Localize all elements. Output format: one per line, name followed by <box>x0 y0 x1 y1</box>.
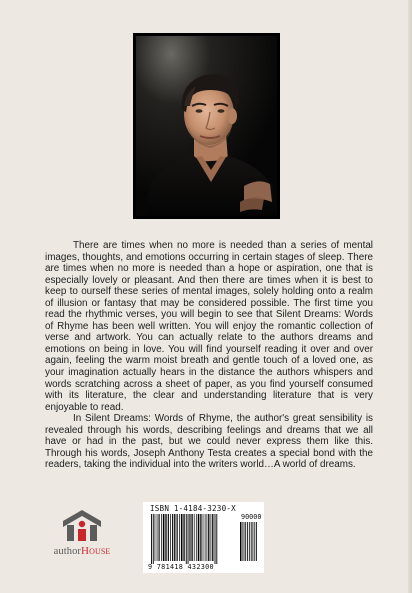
barcode-bar <box>205 514 206 561</box>
ean-digits: 9 781418 432300 <box>148 563 214 571</box>
barcode-bar <box>151 514 152 564</box>
barcode-bar <box>168 514 169 561</box>
barcode-bar <box>174 514 175 561</box>
barcode-bar <box>215 514 216 564</box>
barcode-bar <box>172 514 173 561</box>
barcode-bar <box>157 514 158 561</box>
barcode-bar <box>244 522 245 561</box>
barcode-bar <box>153 514 154 564</box>
barcode-bar <box>183 514 184 561</box>
barcode-bar <box>240 522 241 561</box>
barcode-bar <box>198 514 200 561</box>
barcode-bar <box>188 514 189 564</box>
barcode-bar <box>247 522 248 561</box>
author-portrait-illustration <box>136 36 277 216</box>
author-photo <box>136 36 277 216</box>
barcode-bar <box>242 522 243 561</box>
barcode-bar <box>165 514 166 561</box>
barcode-bar <box>163 514 165 561</box>
barcode-bar <box>208 514 209 561</box>
publisher-logo <box>46 501 118 561</box>
barcode-bar <box>189 514 190 561</box>
barcode-bar <box>203 514 204 561</box>
barcode-bar <box>181 514 183 561</box>
barcode-bar <box>161 514 162 561</box>
barcode-bar <box>211 514 212 561</box>
barcode-bar <box>212 514 213 561</box>
barcode-bar <box>170 514 171 561</box>
book-person-icon <box>61 507 103 548</box>
barcode-bar <box>200 514 201 561</box>
barcode-bar <box>256 522 257 561</box>
barcode-bar <box>253 522 254 561</box>
blurb-paragraph-1: There are times when no more is needed than a series of mental images, thoughts, and emotions occurring in certain stages of sleep. There are times when no more is needed than a hope or aspiration, one that is especially lovely or pleasant. And then there are times when it is best to keep to ourself these series of mental images, solely holding onto a realm of illusion or fantasy that may be considered possible. The first time you read the rhythmic verses, you will begin to see that Silent Dreams: Words of Rhyme has been well written. You will enjoy the romantic collection of verse and artwork. You can actually relate to the authors dreams and emotions on being in love. You will find yourself reading it over and over again, feeling the warm moist breath and gentle touch of a loved one, as your imagination actually hears in the distance the authors whispers and words scratching across a sheet of paper, as you find yourself consumed with its literature, the clear and understanding literature that is very enjoyable to read. <box>45 240 373 413</box>
back-cover-blurb <box>45 240 373 471</box>
barcode-bar <box>245 522 246 561</box>
barcode-bar <box>196 514 197 561</box>
blurb-paragraph-2: In Silent Dreams: Words of Rhyme, the author's great sensibility is revealed through his words, describing feelings and dreams that we all have or had in the past, but we could never express them like this. Through his words, Joseph Anthony Testa creates a special bond with the readers, taking the individual into the writers world…A world of dreams. <box>45 413 373 471</box>
barcode-bar <box>177 514 178 561</box>
barcode-bar <box>194 514 195 561</box>
page-edge <box>408 0 412 593</box>
barcode-bar <box>186 514 187 564</box>
isbn-label: ISBN 1-4184-3230-X <box>150 504 236 513</box>
barcode-bar <box>207 514 208 561</box>
barcode-bar <box>216 514 217 564</box>
barcode-bar <box>159 514 160 561</box>
isbn-barcode <box>143 502 264 573</box>
price-code: 90000 <box>241 513 262 521</box>
barcode-bar <box>155 514 156 561</box>
barcode-bar <box>251 522 252 561</box>
barcode-bar <box>254 522 255 561</box>
publisher-name <box>46 545 118 557</box>
author-photo-frame <box>133 33 280 219</box>
publisher-name-part1: author <box>53 546 82 557</box>
barcode-bar <box>249 522 250 561</box>
publisher-name-part2: House <box>81 545 111 557</box>
barcode-bar <box>191 514 192 561</box>
barcode-bar <box>179 514 180 561</box>
